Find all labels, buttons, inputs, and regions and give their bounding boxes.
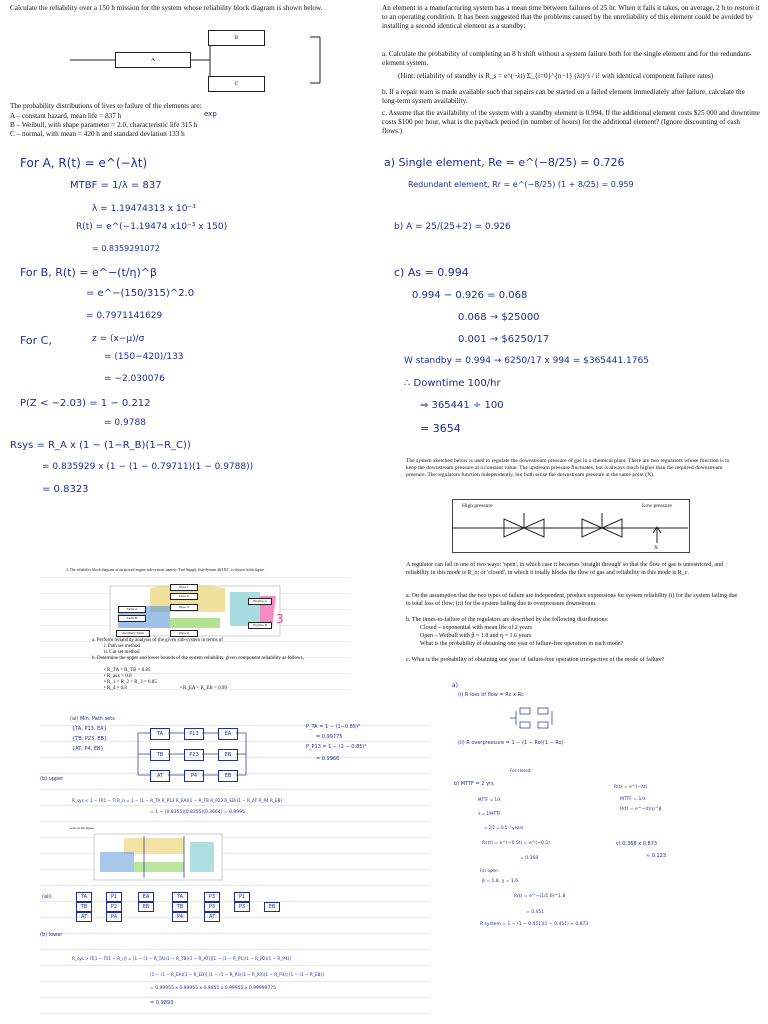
cs-p1b-box: P1 <box>234 892 250 902</box>
q1-hand-s3: = 0.8323 <box>42 484 89 495</box>
ps-eb2-box: EB <box>218 770 238 782</box>
q2-hand-a2: Redundant element, Rr = e^(−8/25) (1 + 8/25) = 0.959 <box>408 180 634 189</box>
pipe-2-box: Pipe 2 <box>170 593 198 600</box>
q2-b: b. If a repair team is made available such that repairs can be started on a failed element immediately after failure, calculate the long-term system availability. <box>382 88 745 106</box>
q3-hand-c2: ≈ 0.123 <box>646 853 667 859</box>
block-b: B <box>208 30 265 46</box>
q3-hand-b2: MTTF = 1/λ <box>478 797 501 802</box>
q2-hand-c2: 0.994 − 0.926 = 0.068 <box>412 290 528 301</box>
q3-hand-b9: = 0.451 <box>526 910 545 915</box>
q3-intro: The system sketched below is used to regulate the downstream pressure of gas in a chemical plant. There are two regulators whose function is to keep the downstream pressure at a constant value. The upstream pressure fluctuates, but is always much higher than the required downstream pressure. The regulators function independently, but both sense the downstream pressure at the same point (X). <box>406 458 730 479</box>
q4-ai: i. Path set method <box>104 644 140 649</box>
q1-hand-c1: For C, <box>20 334 52 347</box>
ps-ea-box: EA <box>218 728 238 740</box>
q3-a: a. On the assumption that the two types of failure are independent, produce expressions for system reliability (i) for the system failing due to total loss of flow; (ii) for the system failing due to overpressure downstream. <box>406 593 738 607</box>
q3-hand-b8: R(t) = e^−(1/1.6)^1.8 <box>514 894 566 899</box>
q4-hand-p3: P_P13 = 1 − (1 − 0.85)³ <box>306 744 367 750</box>
block-c: C <box>208 76 265 92</box>
q4-hand-lower-label: (b) lower <box>40 932 63 938</box>
q3-body: A regulator can fail in one of two ways: 'open', in which case it becomes 'straight through' so that the flow of gas is unrestricted, and reliability in this mode is R_o; or 'closed', in which it totally blocks the flow of gas and reliability in this mode is R_c. <box>406 562 724 576</box>
ps-tb-box: TB <box>150 749 170 761</box>
q4-hand-upper-label: (b) upper <box>40 776 64 782</box>
q4-hand-ai: (ai) Min. Path sets <box>70 716 115 722</box>
q3-b2: Open – Weibull with β = 1.8 and η = 1.6 years <box>420 633 532 639</box>
ps-p23-box: P23 <box>184 749 204 761</box>
aux-tank-box: Auxiliary Tank <box>116 630 150 637</box>
q4-hand-formula5: = 0.99955 x 0.99955 x 0.9955 x 0.99955 x 0.99999775 <box>150 986 277 991</box>
q3-hand-ai: (i) R loss of flow = Rc x Rc <box>458 692 524 698</box>
q3-hand-b3: λ = 1/MTTF <box>478 811 501 816</box>
q3-hand-b5: Rc(t) = e^(−0.5t) = e^(−0.5) <box>482 841 550 846</box>
q4-mark-3: 3 <box>276 612 284 626</box>
cs-at2-box: AT <box>204 912 220 922</box>
q2-hand-c7: ⇒ 365441 ÷ 100 <box>420 400 504 411</box>
q3-hand-r2: MTTF = 1/λ <box>620 797 646 802</box>
q3-c: c. What is the probability of obtaining one year of failure-free operation irrespective of the mode of failure? <box>406 657 665 663</box>
cs-p3c-box: P3 <box>234 902 250 912</box>
cs-p2-box: P2 <box>106 902 122 912</box>
q3-hand-b1: b) MTTF = 2 yrs <box>454 781 494 787</box>
q4-aii: ii. Cut set method <box>104 650 140 655</box>
q4-view-label: seen in the figure <box>70 826 95 830</box>
q1-block-diagram <box>70 25 320 95</box>
q3-b: b. The times-to-failure of the regulators are described by the following distributions: <box>406 617 609 623</box>
q1-hand-a5: = 0.8359291072 <box>92 244 160 253</box>
pipe-1-box: Pipe 1 <box>170 584 198 591</box>
q4-hand-p1: P_TA = 1 − (1−0.85)³ <box>306 724 360 730</box>
cs-p3-box: P3 <box>204 892 220 902</box>
cs-tb2-box: TB <box>172 902 188 912</box>
cs-at-box: AT <box>76 912 92 922</box>
q2-hand-c5: W standby = 0.994 → 6250/17 x 994 = $365441.1765 <box>404 356 649 366</box>
q1-hand-b2: = e^−(150/315)^2.0 <box>86 288 195 299</box>
q1-dist-a: A – constant hazard, mean life = 837 h <box>10 112 122 120</box>
pipe-3-box: Pipe 3 <box>170 604 198 611</box>
q1-hand-a3: λ = 1.19474313 x 10⁻³ <box>92 204 196 214</box>
tank-a-box: Tank A <box>118 606 146 613</box>
q3-valves <box>452 499 688 559</box>
ps-at-box: AT <box>150 770 170 782</box>
cs-eb2-box: EB <box>264 902 280 912</box>
q1-hand-s2: = 0.835929 x (1 − (1 − 0.79711)(1 − 0.9788)) <box>42 462 254 472</box>
q2-hand-c4: 0.001 → $6250/17 <box>458 334 550 345</box>
cs-p1-box: P1 <box>106 892 122 902</box>
q4-hand-formula6: = 0.9893 <box>150 1000 174 1006</box>
q1-hand-c6: = 0.9788 <box>104 418 146 428</box>
q2-hand-c1: c) As = 0.994 <box>394 266 469 279</box>
q1-hand-a2: MTBF = 1/λ = 837 <box>70 180 162 191</box>
engine-b-box: Engine B <box>248 622 272 629</box>
q1-hand-c5: P(Z < −2.03) = 1 − 0.212 <box>20 398 151 409</box>
q1-hand-s1: Rsys = R_A x (1 − (1−R_B)(1−R_C)) <box>10 440 191 451</box>
q3-b3: What is the probability of obtaining one year of failure-free operation in each mode? <box>420 641 624 647</box>
q4-r3: • R_1 = R_2 = R_3 = 0.85 <box>104 680 157 685</box>
ps-ta-box: TA <box>150 728 170 740</box>
q2-hint: (Hint: reliability of standby is R_s = e^(−λt) Σ_{i=0}^{n−1} (λt)^i / i! with identical component failure rates) <box>398 72 714 80</box>
q3-hand-r3: R(t) = e^−(t/η)^β <box>620 807 662 812</box>
q3-hand-open: For open: <box>480 868 499 873</box>
q4-r1: • R_TA = R_TB = 0.85 <box>104 668 151 673</box>
q3-x-label: X <box>654 545 658 551</box>
q4-hand-formula2: = 1 − (0.8355)(0.8355)(0.3664) = 0.9995 <box>150 810 245 815</box>
cs-p4b-box: P4 <box>172 912 188 922</box>
q4-r5: • R_EA = R_EB = 0.99 <box>180 686 227 691</box>
q4-hand-aii: (aii) <box>42 894 52 900</box>
q2-hand-c6: ∴ Downtime 100/hr <box>404 378 501 389</box>
cs-ea-box: EA <box>138 892 154 902</box>
q4-hand-formula1: R_sys < 1 − Π(1 − Π R_i) = 1 − (1 − R_TA R_P13 R_EA)(1 − R_TB R_P23 R_EB)(1 − R_AT R_P4 R_EB) <box>72 798 283 803</box>
q4-hand-formula4: [1 − (1 − R_EA)(1 − R_EB)] [1 − (1 − R_P3)(1 − R_P3)(1 − R_P3)] [1 − (1 − R_EB)] <box>150 972 324 977</box>
q2-hand-a1: a) Single element, Re = e^(−8/25) = 0.726 <box>384 156 625 169</box>
q1-hand-b1: For B, R(t) = e^−(t/η)^β <box>20 266 157 279</box>
q2-a: a. Calculate the probability of completing an 8 h shift without a system failure both for the single element and for the redundant-element system. <box>382 50 752 68</box>
q1-dist-a-mark: exp <box>204 110 217 118</box>
q4-hand-p2: = 0.99775 <box>316 734 343 740</box>
block-a: A <box>115 52 191 68</box>
q4-a: a. Perform reliability analysis of the given sub-system in terms of <box>92 638 223 643</box>
q3-hand-b10: R system = 1 − (1 − 0.451)(1 − 0.451) ≈ 0.873 <box>480 922 589 927</box>
q1-dist-c: C – normal, with mean = 420 h and standard deviation 133 h <box>10 130 185 138</box>
q4-r4: • R_4 = 0.8 <box>104 686 127 691</box>
q2-hand-c3: 0.068 → $25000 <box>458 312 540 323</box>
q1-hand-a4: R(t) = e^(−1.19474 x10⁻³ x 150) <box>76 222 228 232</box>
tank-b-box: Tank B <box>118 615 146 622</box>
q1-hand-c4: = −2.030076 <box>104 374 165 384</box>
q3-low-label: Low pressure <box>642 503 672 509</box>
cs-ta-box: TA <box>76 892 92 902</box>
q1-hand-a1: For A, R(t) = e^(−λt) <box>20 156 148 170</box>
cs-ta2-box: TA <box>172 892 188 902</box>
cs-tb-box: TB <box>76 902 92 912</box>
q3-hand-aii: (ii) R overpressure = 1 − (1 − Ro)(1 − Ro) <box>458 740 564 746</box>
cs-p4-box: P4 <box>106 912 122 922</box>
q4-hand-ai1: {TA, P13, EA} <box>72 726 107 732</box>
q3-hand-b4: = 1/2 = 0.5⁻¹ years <box>484 825 524 830</box>
q1-dist-heading: The probability distributions of lives to failure of the elements are: <box>10 102 202 110</box>
q4-hand-ai3: {AT, P4, EB} <box>72 746 104 752</box>
q3-hand-r1: R(t) = e^(−λt) <box>614 785 648 790</box>
q4-hand-p4: = 0.9966 <box>316 756 340 762</box>
ps-diagram-lines <box>138 728 250 782</box>
q2-c: c. Assume that the availability of the system with a standby element is 0.994. If the additional element costs $25 000 and downtime costs $100 per hour, what is the payback period (in number of hours) for the additional element? (Ignore discounting of cash flows.) <box>382 109 760 136</box>
cs-p3b-box: P3 <box>204 902 220 912</box>
q4-hand-ai2: {TB, P23, EB} <box>72 736 108 742</box>
q1-hand-c2: z = (x−μ)/σ <box>92 334 145 344</box>
ps-p13-box: P13 <box>184 728 204 740</box>
q3-hand-series-sketch <box>510 704 560 734</box>
q1-hand-b3: = 0.7971141629 <box>86 311 163 321</box>
q2-intro: An element in a manufacturing system has a mean time between failures of 25 hr. When it fails it takes, on average, 2 h to restore it to an operating condition. It has been suggested that the problems caused by the unreliability of this element could be avoided by installing a second identical element as a standby: <box>382 4 760 31</box>
q1-dist-b: B – Weibull, with shape parameter = 2.0, characteristic life 315 h <box>10 121 198 129</box>
q4-r2: • R_aux = 0.8 <box>104 674 132 679</box>
q3-hand-a: a) <box>452 682 459 689</box>
q3-hand-b7: β = 1.8, η = 1.6 <box>482 879 519 884</box>
q2-hand-c8: = 3654 <box>420 422 461 435</box>
q4-hand-formula3: R_sys > Π[1 − Π(1 − R_i)] = [1 − (1 − R_TA)(1 − R_TB)(1 − R_AT)][1 − (1 − R_P1)(1 − R_P2)(1 − R_P4)] <box>72 956 291 961</box>
cs-eb-box: EB <box>138 902 154 912</box>
pipe-4-box: Pipe 4 <box>170 630 198 637</box>
q3-hand-c1: c) 0.368 x 0.873 <box>616 841 658 847</box>
q1-hand-c3: = (150−420)/133 <box>104 352 184 362</box>
q1-intro: Calculate the reliability over a 150 h mission for the system whose reliability block diagram is shown below. <box>10 4 323 12</box>
q3-b1: Closed – exponential with mean life of 2 years <box>420 625 532 631</box>
q4-title: 3. The reliability block diagram of an aircraft engine sub-system, namely 'Fuel Supply Sub-System #63-R1', is shown in the figure. <box>66 568 266 572</box>
q3-hand-closed: For closed: <box>510 768 532 773</box>
engine-a-box: Engine A <box>248 598 272 605</box>
q4-b: b. Determine the upper and lower bounds of the system reliability, given component reliability as follows, <box>92 656 304 661</box>
ps-eb-box: EB <box>218 749 238 761</box>
q3-high-label: High pressure <box>462 503 493 509</box>
q2-hand-b1: b) A = 25/(25+2) = 0.926 <box>394 222 511 232</box>
q3-hand-b6: = 0.368 <box>520 856 539 861</box>
ps-p4-box: P4 <box>184 770 204 782</box>
q4-cutset-figure <box>94 832 224 882</box>
